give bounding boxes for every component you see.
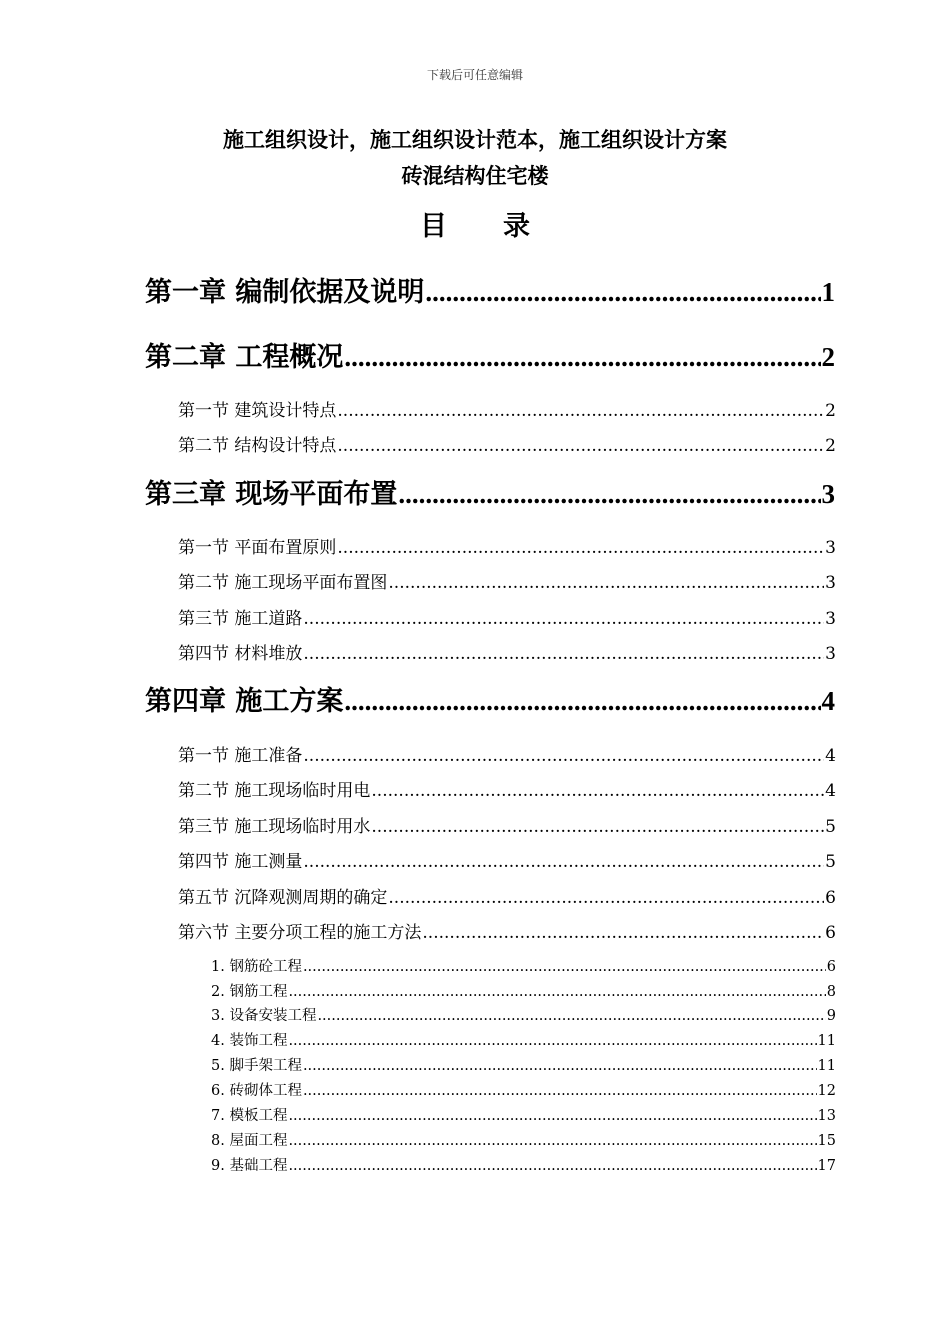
toc-entry[interactable] — [211, 980, 836, 1001]
toc-entry-page: 13 — [817, 1108, 836, 1124]
toc-entry-page: 2 — [825, 401, 836, 421]
toc-leader — [303, 959, 826, 975]
toc-entry-text: 第二节 结构设计特点 — [178, 436, 337, 456]
toc-entry-page: 17 — [817, 1158, 836, 1174]
toc-entry-text: 第四节 材料堆放 — [178, 644, 303, 664]
toc-leader — [344, 686, 820, 717]
toc-entry[interactable] — [211, 1104, 836, 1125]
toc-leader — [337, 401, 824, 421]
toc-leader — [344, 342, 820, 373]
toc-entry-page: 2 — [825, 436, 836, 456]
toc-leader — [371, 817, 824, 837]
toc-leader — [288, 1133, 816, 1149]
toc-leader — [388, 573, 824, 593]
toc-entry-text: 6. 砖砌体工程 — [211, 1083, 302, 1099]
toc-entry-text: 1. 钢筋砼工程 — [211, 959, 302, 975]
toc-entry-text: 第二节 施工现场平面布置图 — [178, 573, 388, 593]
toc-leader — [425, 277, 820, 308]
toc-leader — [398, 479, 820, 510]
toc-entry-page: 6 — [825, 888, 836, 908]
toc-leader — [288, 1108, 816, 1124]
toc-entry-text: 第三节 施工道路 — [178, 609, 303, 629]
toc-entry[interactable] — [145, 679, 835, 718]
toc-entry[interactable] — [178, 883, 836, 908]
toc-leader — [303, 852, 824, 872]
toc-entry-text: 7. 模板工程 — [211, 1108, 288, 1124]
toc-leader — [288, 1158, 816, 1174]
toc-entry[interactable] — [145, 472, 835, 511]
toc-entry-page: 9 — [826, 1008, 836, 1024]
toc-entry[interactable] — [178, 604, 836, 629]
document-subtitle: 砖混结构住宅楼 — [401, 164, 549, 188]
toc-entry-text: 第一节 建筑设计特点 — [178, 401, 337, 421]
toc-entry-text: 第五节 沉降观测周期的确定 — [178, 888, 388, 908]
toc-entry-page: 11 — [817, 1058, 836, 1074]
toc-leader — [288, 984, 825, 1000]
toc-entry[interactable] — [145, 270, 835, 309]
toc-entry-page: 3 — [825, 644, 836, 664]
toc-entry-page: 11 — [817, 1033, 836, 1049]
toc-entry[interactable] — [178, 639, 836, 664]
toc-entry-text: 第六节 主要分项工程的施工方法 — [178, 923, 422, 943]
toc-entry[interactable] — [178, 533, 836, 558]
toc-leader — [303, 746, 824, 766]
toc-leader — [371, 781, 824, 801]
toc-entry[interactable] — [178, 918, 836, 943]
toc-entry-page: 2 — [821, 342, 835, 372]
toc-entry[interactable] — [178, 812, 836, 837]
toc-entry-text: 3. 设备安装工程 — [211, 1008, 317, 1024]
toc-entry-text: 第一节 施工准备 — [178, 746, 303, 766]
toc-entry-page: 3 — [825, 538, 836, 558]
toc-entry-text: 第二章 工程概况 — [145, 342, 344, 373]
toc-heading: 目录 — [420, 211, 586, 242]
toc-entry[interactable] — [178, 776, 836, 801]
toc-entry-text: 第一章 编制依据及说明 — [145, 277, 425, 308]
toc-entry-page: 4 — [821, 686, 835, 716]
toc-leader — [422, 923, 824, 943]
toc-entry-text: 第四章 施工方案 — [145, 686, 344, 717]
toc-entry[interactable] — [178, 741, 836, 766]
toc-entry-text: 9. 基础工程 — [211, 1158, 288, 1174]
toc-entry[interactable] — [211, 1004, 836, 1025]
toc-leader — [288, 1033, 816, 1049]
toc-entry-page: 5 — [825, 852, 836, 872]
toc-leader — [337, 538, 824, 558]
toc-entry-text: 第一节 平面布置原则 — [178, 538, 337, 558]
toc-entry[interactable] — [211, 1154, 836, 1175]
document-title: 施工组织设计，施工组织设计范本，施工组织设计方案 — [223, 128, 727, 152]
toc-leader — [303, 1083, 817, 1099]
toc-entry-text: 2. 钢筋工程 — [211, 984, 288, 1000]
toc-entry[interactable] — [178, 396, 836, 421]
toc-entry-page: 6 — [826, 959, 836, 975]
toc-entry[interactable] — [178, 847, 836, 872]
toc-entry-text: 4. 装饰工程 — [211, 1033, 288, 1049]
toc-entry[interactable] — [211, 1079, 836, 1100]
toc-entry-page: 1 — [821, 277, 835, 307]
toc-leader — [303, 1058, 817, 1074]
toc-entry-page: 8 — [826, 984, 836, 1000]
toc-entry-page: 4 — [825, 746, 836, 766]
toc-entry[interactable] — [211, 1129, 836, 1150]
toc-entry-page: 12 — [817, 1083, 836, 1099]
toc-entry[interactable] — [211, 1054, 836, 1075]
toc-entry[interactable] — [178, 568, 836, 593]
toc-entry[interactable] — [211, 955, 836, 976]
toc-leader — [317, 1008, 825, 1024]
toc-entry[interactable] — [178, 431, 836, 456]
toc-leader — [388, 888, 824, 908]
toc-leader — [303, 609, 824, 629]
toc-entry-page: 5 — [825, 817, 836, 837]
toc-leader — [337, 436, 824, 456]
toc-entry-page: 6 — [825, 923, 836, 943]
toc-entry-page: 3 — [825, 573, 836, 593]
toc-entry-text: 第四节 施工测量 — [178, 852, 303, 872]
toc-entry-page: 15 — [817, 1133, 836, 1149]
toc-entry-text: 8. 屋面工程 — [211, 1133, 288, 1149]
page-header-note: 下载后可任意编辑 — [426, 68, 523, 82]
toc-entry[interactable] — [145, 335, 835, 374]
toc-entry-text: 第三章 现场平面布置 — [145, 479, 398, 510]
toc-entry-text: 第二节 施工现场临时用电 — [178, 781, 371, 801]
toc-entry[interactable] — [211, 1029, 836, 1050]
toc-entry-page: 3 — [825, 609, 836, 629]
toc-entry-page: 3 — [821, 479, 835, 509]
toc-entry-text: 5. 脚手架工程 — [211, 1058, 302, 1074]
toc-leader — [303, 644, 824, 664]
toc-entry-text: 第三节 施工现场临时用水 — [178, 817, 371, 837]
toc-entry-page: 4 — [825, 781, 836, 801]
